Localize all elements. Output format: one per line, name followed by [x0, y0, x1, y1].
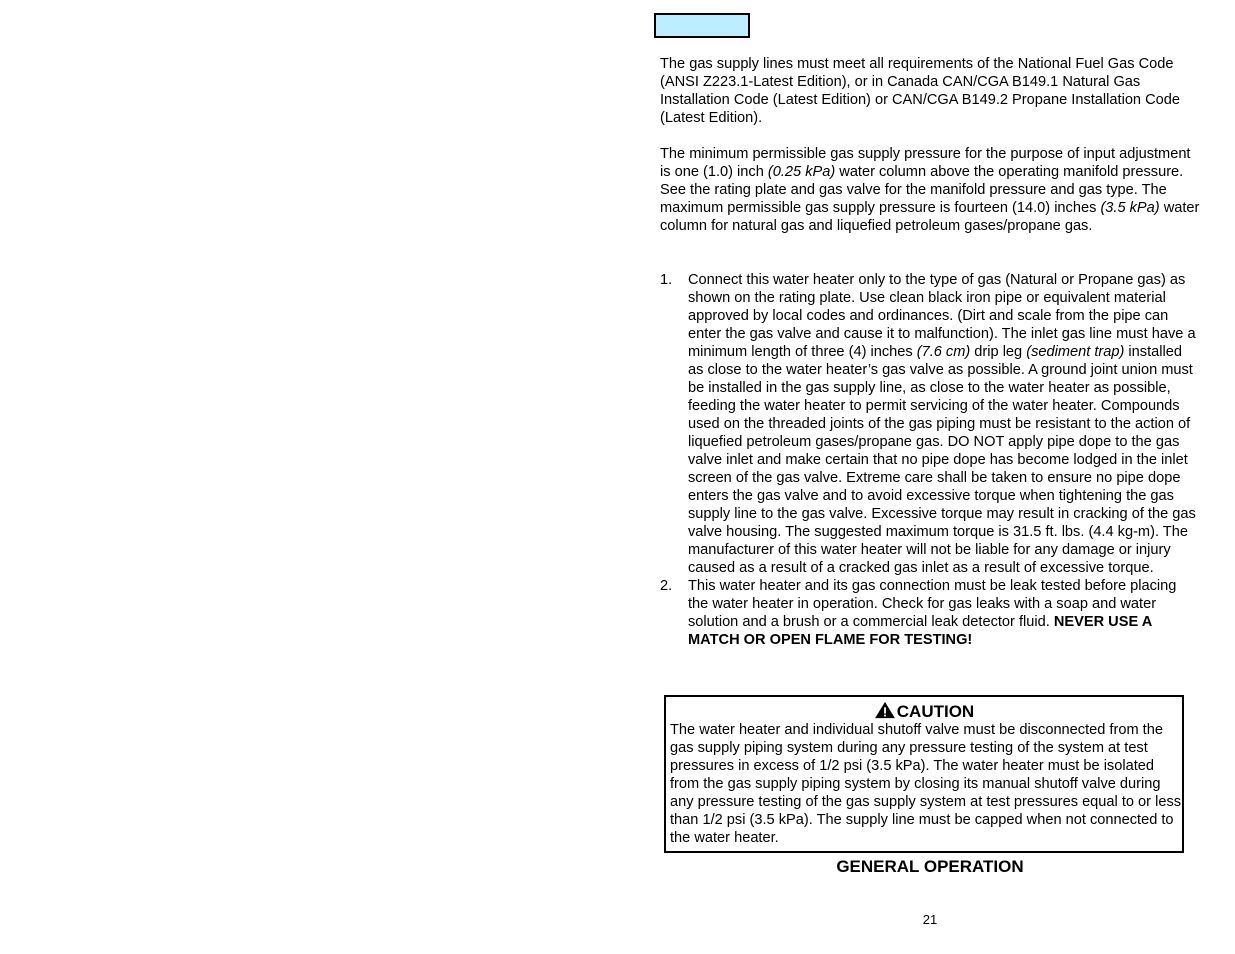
caution-title: [666, 701, 1182, 722]
section-heading: GENERAL OPERATION: [836, 857, 1024, 876]
paragraph-text-italic: (3.5 kPa): [1100, 200, 1160, 216]
paragraph-text: water column above the operating manifold pressure. See the rating plate and gas valve for the manifold pressure and gas type. The maximum permissible gas supply pressure is fourteen (14.0) inches: [660, 164, 1184, 216]
page-number: 21: [922, 912, 938, 927]
paragraph-gas-code: [660, 55, 1205, 127]
list-item-text-italic: (sediment trap): [1026, 344, 1125, 360]
section-header-box: [654, 13, 750, 38]
list-item: [660, 271, 1205, 577]
list-item-body: [688, 271, 1200, 577]
list-item-text: This water heater and its gas connection must be leak tested before placing the water heater in operation. Check for gas leaks with a soap and water solution and a brush or a commercial leak detector fluid.: [688, 578, 1177, 630]
instruction-list: [660, 271, 1205, 649]
list-item-body: [688, 577, 1200, 649]
list-item-warning-bold: NEVER USE A MATCH OR OPEN FLAME FOR TESTING!: [688, 614, 1152, 648]
list-item: [660, 577, 1205, 649]
paragraph-text: The gas supply lines must meet all requirements of the National Fuel Gas Code (ANSI Z223.1-Latest Edition), or in Canada CAN/CGA B149.1 Natural Gas Installation Code (Latest Edition) or CAN/CGA B149.2 Propane Installation Code (Latest Edition).: [660, 56, 1180, 126]
caution-title-text: CAUTION: [896, 702, 975, 721]
paragraph-gas-pressure: [660, 145, 1205, 235]
caution-box: [664, 695, 1184, 853]
list-item-number: 1.: [660, 272, 673, 288]
list-item-number: 2.: [660, 578, 673, 594]
paragraph-text: water column for natural gas and liquefied petroleum gases/propane gas.: [660, 200, 1200, 234]
list-item-text: installed as close to the water heater’s gas valve as possible. A ground joint union must be installed in the gas supply line, as close to the water heater as possible, feeding the water heater to permit servicing of the water heater. Compounds used on the threaded joints of the gas piping must be resistant to the action of liquefied petroleum gases/propane gas. DO NOT apply pipe dope to the gas valve inlet and make certain that no pipe dope has become lodged in the inlet screen of the gas valve. Extreme care shall be taken to ensure no pipe dope enters the gas valve and to avoid excessive torque when tightening the gas supply line to the gas valve. Excessive torque may result in cracking of the gas valve housing. The suggested maximum torque is 31.5 ft. lbs. (4.4 kg-m). The manufacturer of this water heater will not be liable for any damage or injury caused as a result of a cracked gas inlet as a result of excessive torque.: [688, 344, 1196, 576]
list-item-text: Connect this water heater only to the type of gas (Natural or Propane gas) as shown on the rating plate. Use clean black iron pipe or equivalent material approved by local codes and ordinances. (Dirt and scale from the pipe can enter the gas valve and cause it to malfunction). The inlet gas line must have a minimum length of three (4) inches: [688, 272, 1196, 360]
list-item-text-italic: (7.6 cm): [916, 344, 971, 360]
list-item-text: drip leg: [970, 344, 1027, 360]
warning-triangle-icon: [874, 701, 896, 719]
paragraph-text-italic: (0.25 kPa): [767, 164, 836, 180]
caution-text: The water heater and individual shutoff valve must be disconnected from the gas supply piping system during any pressure testing of the system at test pressures in excess of 1/2 psi (3.5 kPa). The water heater must be isolated from the gas supply piping system by closing its manual shutoff valve during any pressure testing of the gas supply system at test pressures equal to or less than 1/2 psi (3.5 kPa). The supply line must be capped when not connected to the water heater.: [670, 722, 1182, 846]
paragraph-text: The minimum permissible gas supply pressure for the purpose of input adjustment is one (1.0) inch: [660, 146, 1191, 180]
